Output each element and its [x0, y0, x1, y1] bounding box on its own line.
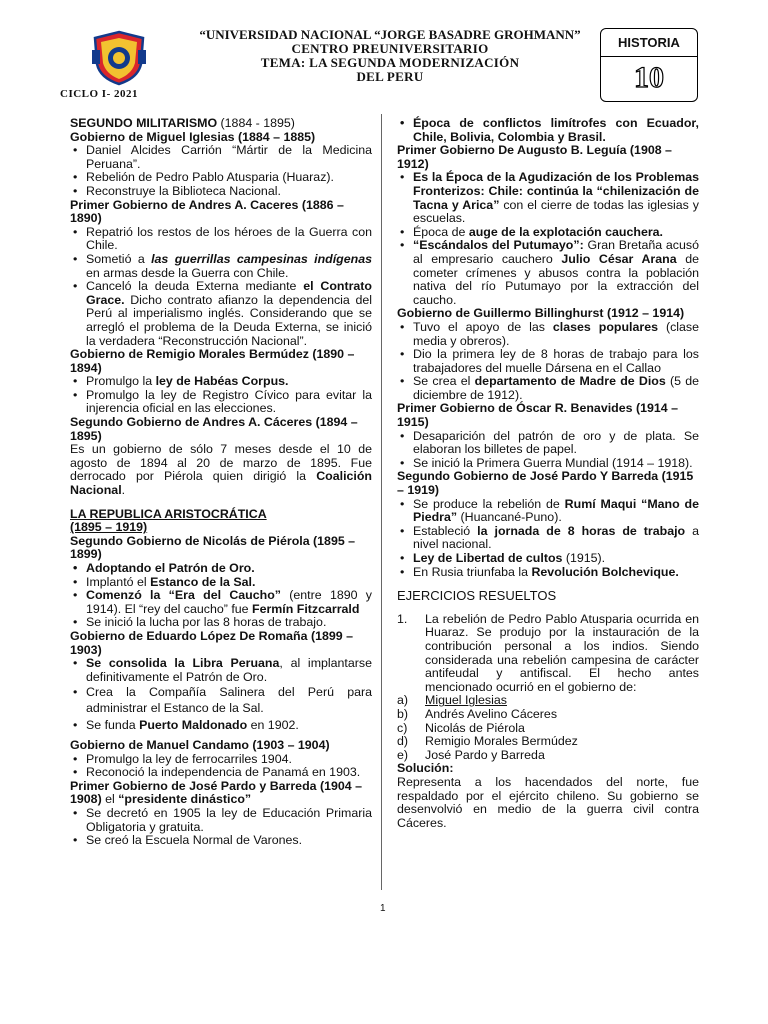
answer-options	[397, 694, 699, 762]
list-item: • Dio la primera ley de 8 horas de trabajo para los trabajadores del muelle Dársena en el Callao	[397, 348, 699, 375]
question-text: La rebelión de Pedro Pablo Atusparia ocurrida en Huaraz. Se produjo por la instauración de la contribución personal a los indios. Siendo considerada una rebelión campesina de carácter antifeudal y antifiscal. El hecho antes mencionado ocurrió en el gobierno de:	[425, 611, 699, 694]
government-title: Gobierno de Miguel Iglesias (1884 – 1885)	[70, 129, 316, 144]
list-item: • Se produce la rebelión de Rumí Maqui “Mano de Piedra” (Huancané-Puno).	[397, 498, 699, 525]
subject-name: HISTORIA	[618, 35, 680, 50]
list-item: • Desaparición del patrón de oro y de plata. Se elaboran los billetes de papel.	[397, 430, 699, 457]
solution-text: Representa a los hacendados del norte, fue respaldado por el ejército chileno. Su gobierno se desenvolvió en medio de la guerra civil contra Cáceres.	[397, 774, 699, 830]
cycle-label: CICLO I- 2021	[60, 88, 139, 100]
bullet-list	[397, 321, 699, 403]
bullet-list	[397, 117, 699, 144]
list-item: • “Escándalos del Putumayo”: Gran Bretaña acusó al empresario cauchero Julio César Arana de cometer crímenes y abusos contra la población nativa del río Putumayo por la extracción del caucho.	[397, 239, 699, 307]
bullet-list	[70, 144, 372, 198]
answer-option[interactable]: b) Andrés Avelino Cáceres	[397, 706, 558, 721]
list-item: • Se inició la lucha por las 8 horas de trabajo.	[70, 616, 372, 630]
paragraph: Es un gobierno de sólo 7 meses desde el 10 de agosto de 1894 al 20 de marzo de 1895. Fue derrocado por Piérola quien dirigió la Coalición Nacional.	[70, 442, 372, 498]
subject-box	[600, 28, 698, 102]
topic-line-2: DEL PERU	[356, 69, 424, 84]
list-item: • Crea la Compañía Salinera del Perú para administrar el Estanco de la Sal.	[70, 684, 372, 716]
section-title: SEGUNDO MILITARISMO (1884 - 1895)	[70, 116, 295, 130]
list-item: • Ley de Libertad de cultos (1915).	[397, 552, 699, 566]
government-title: Gobierno de Guillermo Billinghurst (1912 – 1914)	[397, 306, 685, 321]
list-item: • Canceló la deuda Externa mediante el Contrato Grace. Dicho contrato afianzo la dependencia del Perú al imperialismo inglés. Considerando que se arregló el problema de la Deuda Externa, se inició la verdadera “Reconstrucción Nacional”.	[70, 280, 372, 348]
government-title: Segundo Gobierno de José Pardo Y Barreda (1915 – 1919)	[397, 469, 694, 498]
list-item: • Reconstruye la Biblioteca Nacional.	[70, 185, 372, 199]
government-title: Segundo Gobierno de Nicolás de Piérola (1895 – 1899)	[70, 533, 356, 562]
bullet-list	[397, 498, 699, 580]
lesson-number: 10	[634, 61, 664, 94]
government-title: Gobierno de Manuel Candamo (1903 – 1904)	[70, 737, 330, 752]
list-item: • Tuvo el apoyo de las clases populares (clase media y obreros).	[397, 321, 699, 348]
list-item: • Época de conflictos limítrofes con Ecuador, Chile, Bolivia, Colombia y Brasil.	[397, 117, 699, 144]
list-item: • Es la Época de la Agudización de los Problemas Fronterizos: Chile: continúa la “chilenización de Tacna y Arica” con el cierre de todas las iglesias y escuelas.	[397, 171, 699, 225]
answer-option[interactable]: a) Miguel Iglesias	[397, 693, 507, 708]
government-title: Gobierno de Remigio Morales Bermúdez (1890 – 1894)	[70, 347, 355, 375]
page-number: 1	[380, 903, 386, 914]
question	[397, 613, 699, 695]
government-title: Primer Gobierno de José Pardo y Barreda (1904 – 1908) el “presidente dinástico”	[70, 778, 362, 807]
list-item: • Se inició la Primera Guerra Mundial (1914 – 1918).	[397, 457, 699, 471]
bullet-list	[70, 657, 372, 733]
list-item: • Se creó la Escuela Normal de Varones.	[70, 834, 372, 848]
bullet-list	[70, 753, 372, 780]
subject-divider	[601, 56, 697, 57]
list-item: • Repatrió los restos de los héroes de la Guerra con Chile.	[70, 226, 372, 253]
list-item: • Estableció la jornada de 8 horas de trabajo a nivel nacional.	[397, 525, 699, 552]
list-item: • Rebelión de Pedro Pablo Atusparia (Huaraz).	[70, 171, 372, 185]
list-item: • Se funda Puerto Maldonado en 1902.	[70, 719, 372, 733]
answer-option[interactable]: d) Remigio Morales Bermúdez	[397, 734, 578, 749]
government-title: Gobierno de Eduardo López De Romaña (1899 – 1903)	[70, 628, 353, 657]
answer-option[interactable]: c) Nicolás de Piérola	[397, 720, 525, 735]
right-column	[397, 117, 699, 830]
section-years: (1895 – 1919)	[70, 520, 148, 535]
list-item: • Se decretó en 1905 la ley de Educación Primaria Obligatoria y gratuita.	[70, 807, 372, 834]
column-divider	[381, 114, 382, 890]
bullet-list	[70, 226, 372, 348]
list-item: • Daniel Alcides Carrión “Mártir de la Medicina Peruana”.	[70, 144, 372, 171]
list-item: • Implantó el Estanco de la Sal.	[70, 576, 372, 590]
list-item: • Época de auge de la explotación cauchera.	[397, 226, 699, 240]
solution-title: Solución:	[397, 761, 454, 776]
list-item: • Comenzó la “Era del Caucho” (entre 1890 y 1914). El “rey del caucho” fue Fermín Fitzcarrald	[70, 589, 372, 616]
list-item: • Se crea el departamento de Madre de Dios (5 de diciembre de 1912).	[397, 375, 699, 402]
bullet-list	[70, 375, 372, 416]
bullet-list	[397, 430, 699, 471]
list-item: • Se consolida la Libra Peruana, al implantarse definitivamente el Patrón de Oro.	[70, 657, 372, 684]
document-header	[170, 28, 610, 84]
list-item: • Reconoció la independencia de Panamá en 1903.	[70, 766, 372, 780]
list-item: • Promulgo la ley de Registro Cívico para evitar la injerencia oficial en las elecciones.	[70, 389, 372, 416]
list-item: • En Rusia triunfaba la Revolución Bolchevique.	[397, 566, 699, 580]
university-name: “UNIVERSIDAD NACIONAL “JORGE BASADRE GROHMANN”	[199, 27, 581, 42]
left-column	[70, 117, 372, 848]
bullet-list	[70, 562, 372, 630]
university-logo	[88, 30, 150, 86]
list-item: • Promulgo la ley de ferrocarriles 1904.	[70, 753, 372, 767]
question-number: 1.	[397, 611, 408, 626]
government-title: Primer Gobierno De Augusto B. Leguía (1908 – 1912)	[397, 143, 672, 171]
list-item: • Sometió a las guerrillas campesinas indígenas en armas desde la Guerra con Chile.	[70, 253, 372, 280]
list-item: • Adoptando el Patrón de Oro.	[70, 562, 372, 576]
exercises-title: EJERCICIOS RESUELTOS	[397, 588, 557, 604]
answer-option[interactable]: e) José Pardo y Barreda	[397, 747, 545, 762]
government-title: Primer Gobierno de Óscar R. Benavides (1914 – 1915)	[397, 401, 678, 430]
topic-line-1: TEMA: LA SEGUNDA MODERNIZACIÓN	[260, 55, 520, 70]
list-item: • Promulgo la ley de Habéas Corpus.	[70, 375, 372, 389]
bullet-list	[397, 171, 699, 307]
government-title: Segundo Gobierno de Andres A. Cáceres (1894 – 1895)	[70, 415, 358, 443]
bullet-list	[70, 807, 372, 848]
section-title: LA REPUBLICA ARISTOCRÁTICA	[70, 506, 267, 521]
government-title: Primer Gobierno de Andres A. Caceres (1886 – 1890)	[70, 197, 344, 226]
center-name: CENTRO PREUNIVERSITARIO	[291, 41, 489, 56]
